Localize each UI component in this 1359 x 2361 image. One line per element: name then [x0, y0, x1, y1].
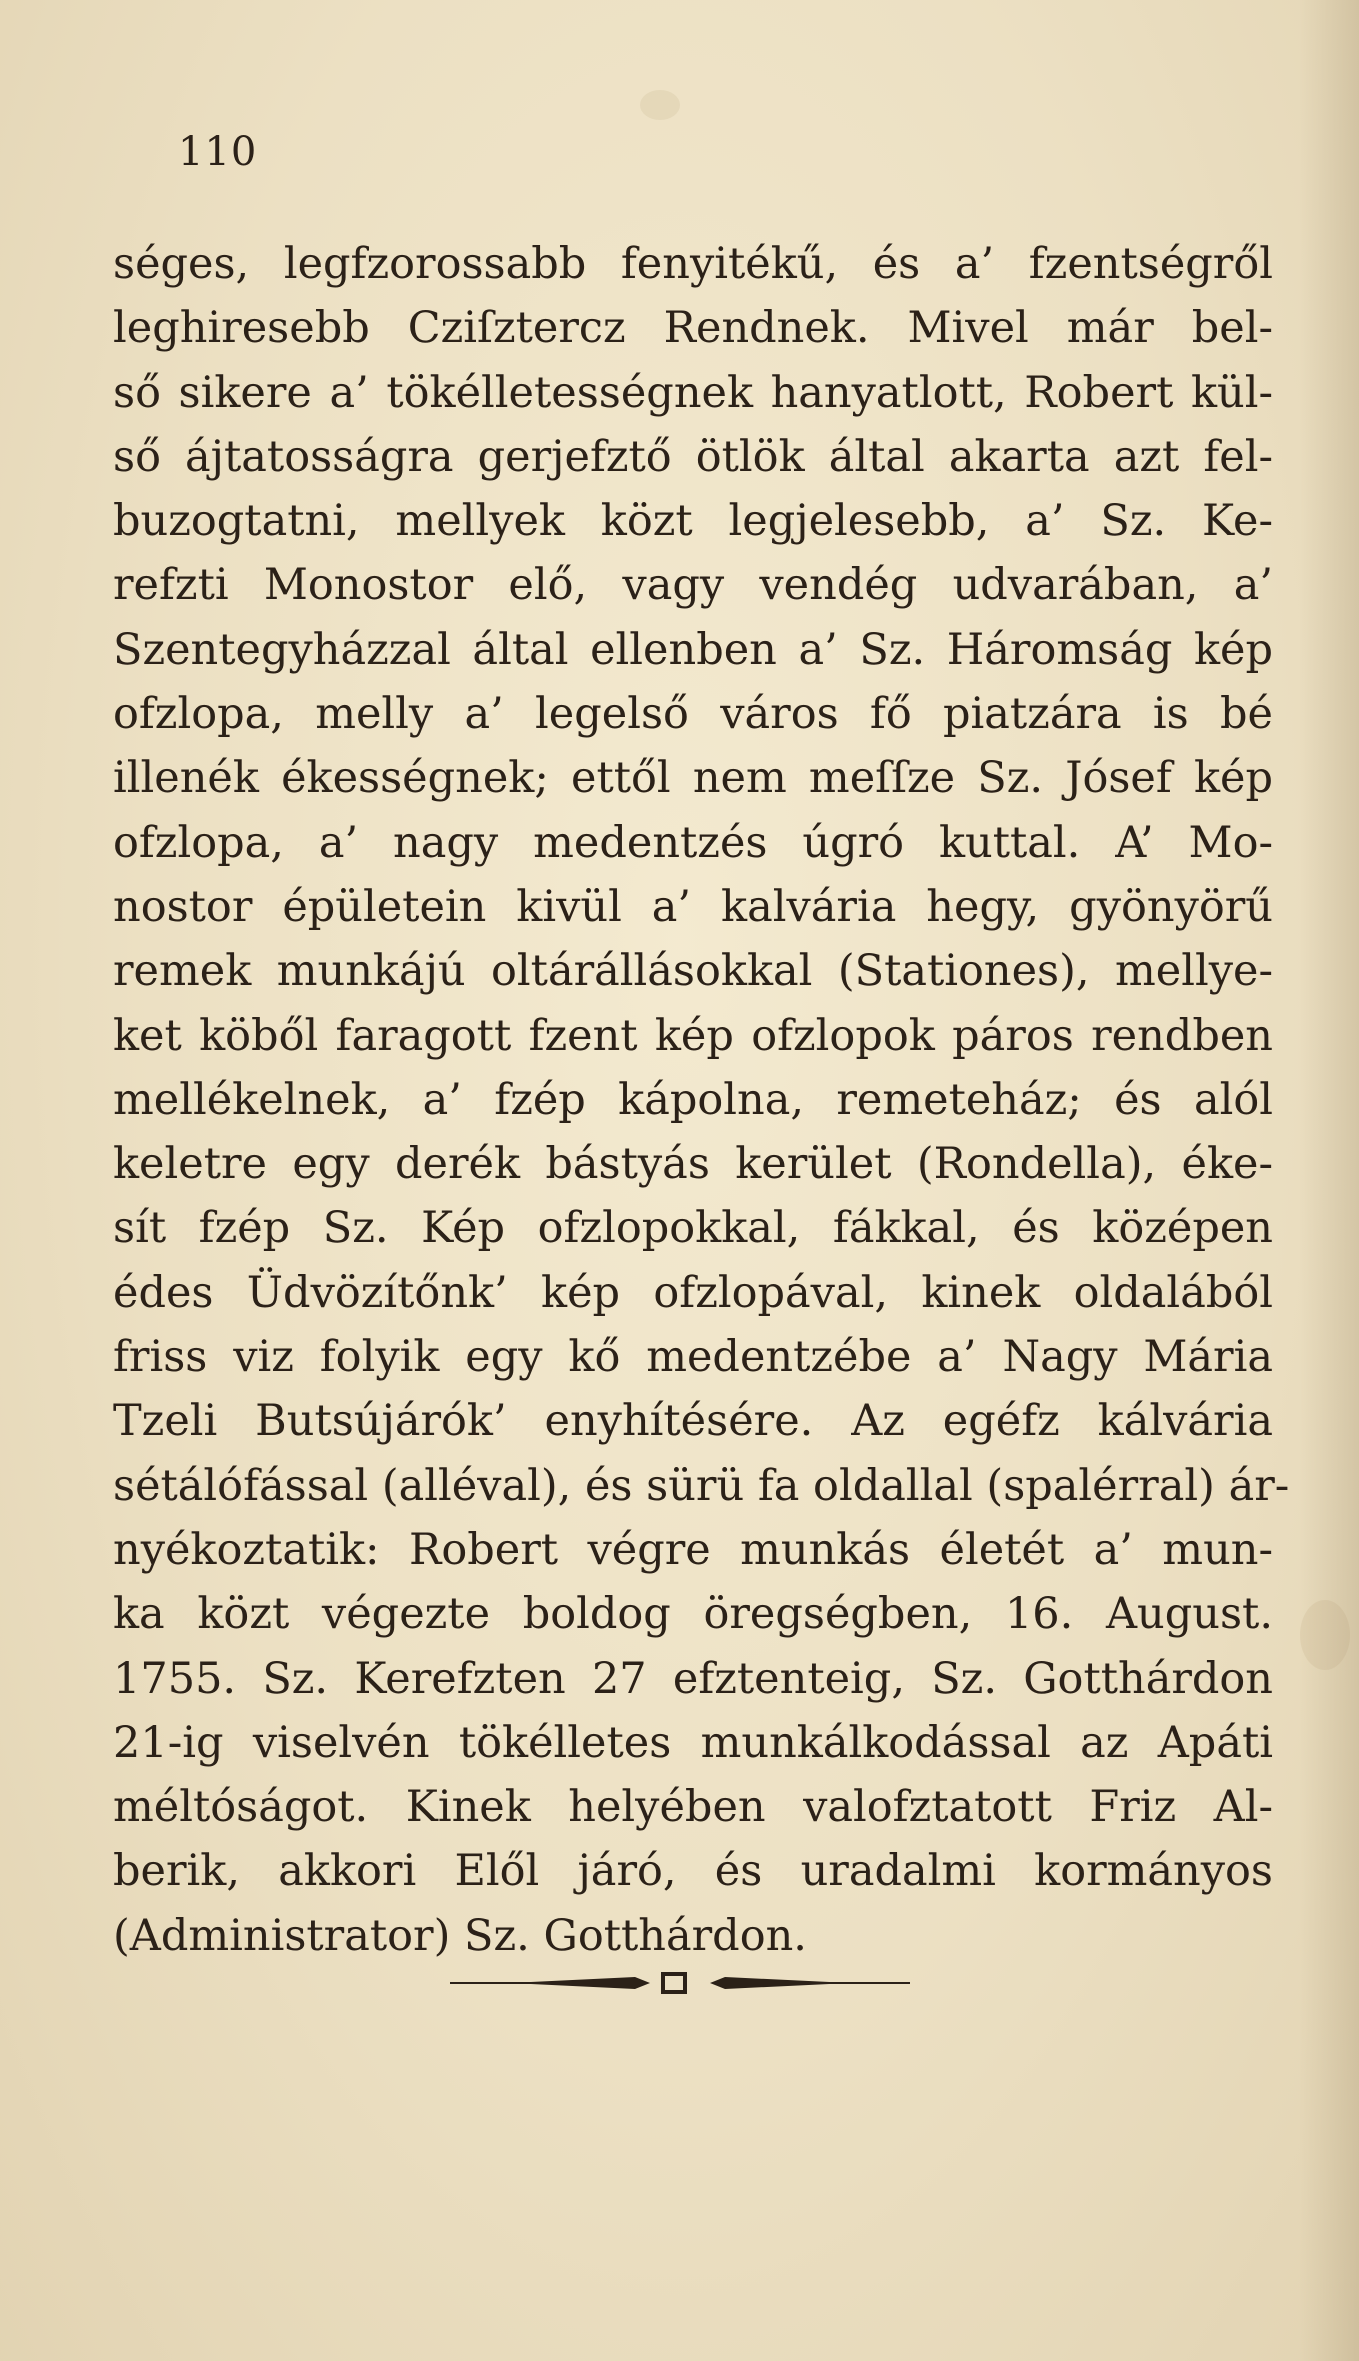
text-line: friss viz folyik egy kő medentzébe a’ Nagy Mária	[113, 1332, 1273, 1383]
text-line: berik, akkori Elől járó, és uradalmi kormányos	[113, 1846, 1273, 1897]
text-line: 1755. Sz. Kerefzten 27 efztenteig, Sz. Gotthárdon	[113, 1653, 1273, 1704]
text-line: ső sikere a’ tökélletességnek hanyatlott, Robert kül-	[113, 367, 1273, 418]
text-line: Tzeli Butsújárók’ enyhítésére. Az egéfz kálvária	[113, 1396, 1273, 1447]
text-line: leghiresebb Cziſztercz Rendnek. Mivel már bel-	[113, 303, 1273, 354]
text-line: sétálófással (alléval), és sürü fa oldallal (spalérral) ár-	[113, 1460, 1290, 1511]
text-line: ket köből faragott fzent kép ofzlopok páros rendben	[113, 1010, 1273, 1061]
text-line: nyékoztatik: Robert végre munkás életét a’ mun-	[113, 1524, 1273, 1575]
text-line: buzogtatni, mellyek közt legjelesebb, a’ Sz. Ke-	[113, 496, 1273, 547]
text-line: refzti Monostor elő, vagy vendég udvarában, a’	[113, 560, 1273, 611]
text-line: nostor épületein kivül a’ kalvária hegy, gyönyörű	[113, 881, 1273, 932]
page-number: 110	[178, 129, 258, 175]
ornament-divider-icon	[450, 1968, 910, 1998]
text-line: illenék ékességnek; ettől nem meſſze Sz. Jósef kép	[113, 753, 1273, 804]
text-line: méltóságot. Kinek helyében valofztatott Friz Al-	[113, 1782, 1273, 1833]
text-line: (Administrator) Sz. Gotthárdon.	[113, 1910, 807, 1961]
text-line: ka közt végezte boldog öregségben, 16. August.	[113, 1589, 1273, 1640]
text-line: 21-ig viselvén tökélletes munkálkodással az Apáti	[113, 1717, 1273, 1768]
text-line: Szentegyházzal által ellenben a’ Sz. Háromság kép	[113, 624, 1273, 675]
body-text	[113, 232, 1290, 1968]
text-line: ső ájtatosságra gerjefztő ötlök által akarta azt fel-	[113, 431, 1273, 482]
page-edge-shadow	[1299, 0, 1359, 2361]
text-line: mellékelnek, a’ fzép kápolna, remeteház; és alól	[113, 1074, 1273, 1125]
text-line: sít fzép Sz. Kép ofzlopokkal, fákkal, és középen	[113, 1203, 1273, 1254]
text-line: ofzlopa, a’ nagy medentzés úgró kuttal. A’ Mo-	[113, 817, 1273, 868]
paper-stain	[640, 90, 680, 120]
text-line: keletre egy derék bástyás kerület (Rondella), éke-	[113, 1139, 1273, 1190]
text-line: édes Üdvözítőnk’ kép ofzlopával, kinek oldalából	[113, 1267, 1273, 1318]
text-line: remek munkájú oltárállásokkal (Stationes), mellye-	[113, 946, 1273, 997]
text-line: ofzlopa, melly a’ legelső város fő piatzára is bé	[113, 689, 1273, 740]
text-line: séges, legfzorossabb fenyitékű, és a’ fzentségről	[113, 239, 1273, 289]
